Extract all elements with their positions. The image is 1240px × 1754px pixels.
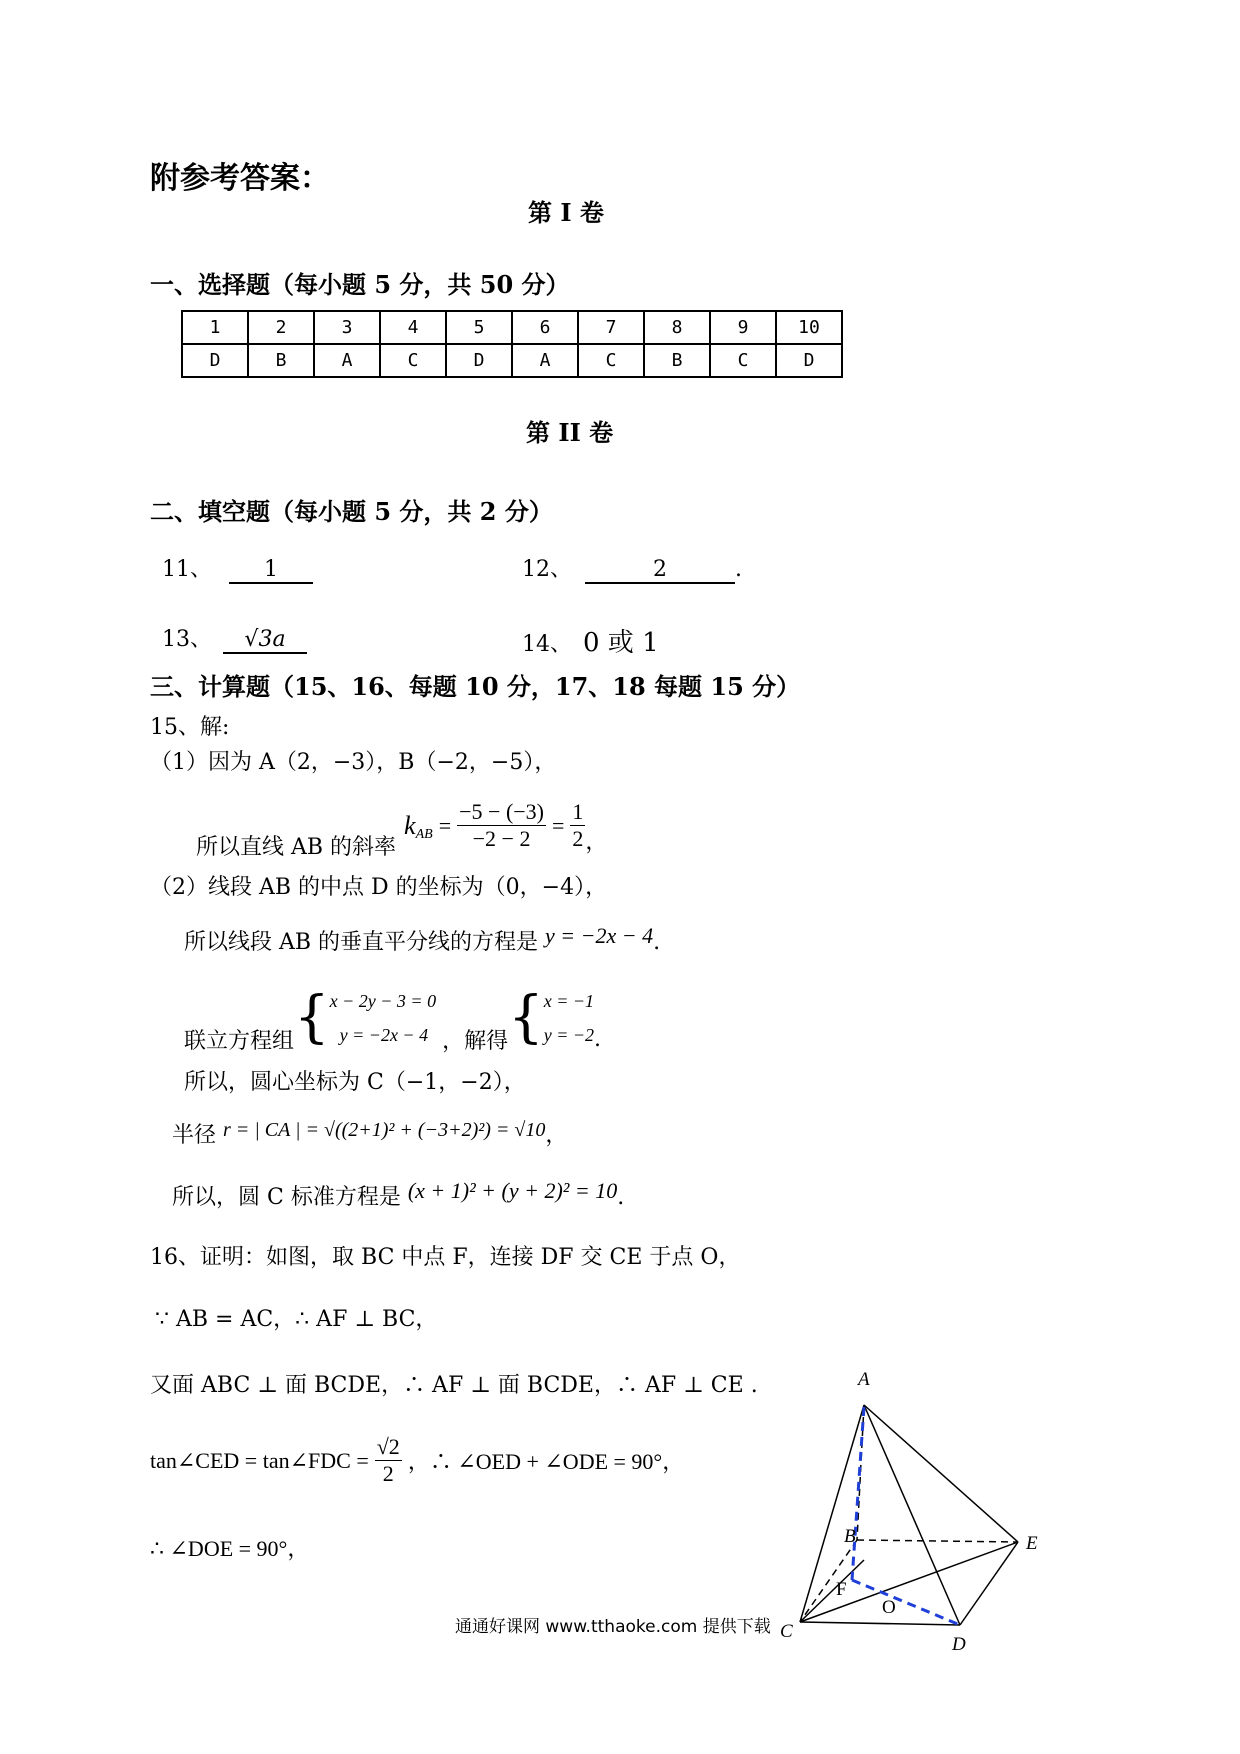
vertex-label-D: D <box>952 1634 966 1655</box>
fill-q12 <box>522 552 742 584</box>
p15-line7-text: 半径 <box>172 1123 217 1148</box>
left-brace-icon: { <box>294 984 330 1050</box>
p15-line2-text: 所以直线 AB 的斜率 <box>196 835 397 860</box>
line-end: . <box>653 930 661 955</box>
system-equation: y = −2x − 4 <box>339 1024 429 1045</box>
edge-CD <box>800 1622 960 1625</box>
end-mark: . <box>735 557 742 582</box>
fill-q11 <box>162 552 313 584</box>
system-equation: x = −1 <box>543 990 595 1011</box>
table-cell: D <box>182 344 248 377</box>
point-label-F: F <box>836 1579 847 1600</box>
table-cell: D <box>446 344 512 377</box>
table-cell: 3 <box>314 311 380 344</box>
question-label: 13、 <box>162 627 212 652</box>
table-cell: 9 <box>710 311 776 344</box>
table-cell: B <box>644 344 710 377</box>
fraction-denominator: 2 <box>572 826 584 851</box>
radius-equation: r = | CA | = √((2+1)² + (−3+2)²) = √10 <box>223 1119 546 1141</box>
table-row-numbers <box>182 311 842 344</box>
answer-blank: 2 <box>585 557 735 584</box>
fill-q13 <box>162 622 307 654</box>
p15-line3: （2）线段 AB 的中点 D 的坐标为（0，−4）， <box>150 875 608 900</box>
p15-line7 <box>172 1118 567 1149</box>
equals-sign: = <box>552 812 565 838</box>
equation-system-1 <box>330 984 436 1052</box>
table-cell: 7 <box>578 311 644 344</box>
vertex-label-A: A <box>858 1369 870 1390</box>
equation-system-2 <box>544 984 594 1052</box>
edge-AD <box>864 1405 960 1625</box>
fraction-numerator: −5 − (−3) <box>459 799 544 824</box>
table-cell: 4 <box>380 311 446 344</box>
p15-line4-text: 所以线段 AB 的垂直平分线的方程是 <box>184 930 539 955</box>
question-label: 11、 <box>162 557 212 582</box>
slope-subscript: AB <box>415 826 433 842</box>
fraction-denominator: 2 <box>382 1461 394 1486</box>
p15-line6: 所以，圆心坐标为 C（−1，−2）， <box>184 1070 526 1095</box>
edge-AE <box>864 1405 1018 1542</box>
table-cell: C <box>710 344 776 377</box>
fraction-denominator: −2 − 2 <box>472 826 531 851</box>
vertex-label-E: E <box>1026 1533 1038 1554</box>
line-end: ， <box>585 830 608 855</box>
table-cell: D <box>776 344 842 377</box>
volume-1-title: 第 I 卷 <box>528 198 604 227</box>
page-heading: 附参考答案： <box>150 161 330 196</box>
table-cell: B <box>248 344 314 377</box>
table-cell: 6 <box>512 311 578 344</box>
pyramid-figure <box>770 1355 1070 1655</box>
table-cell: 1 <box>182 311 248 344</box>
table-cell: 10 <box>776 311 842 344</box>
tan-fraction <box>375 1434 402 1487</box>
answer-blank: 1 <box>229 557 313 584</box>
edge-BC <box>800 1540 857 1622</box>
table-cell: C <box>380 344 446 377</box>
p15-line5-text: 联立方程组 <box>184 1029 295 1054</box>
answer-text: 0 或 1 <box>583 628 659 658</box>
p16-line1: 16、证明：如图，取 BC 中点 F，连接 DF 交 CE 于点 O， <box>150 1245 741 1270</box>
table-cell: 2 <box>248 311 314 344</box>
p15-line8 <box>172 1180 624 1211</box>
line-end: ， <box>545 1123 568 1148</box>
question-label: 12、 <box>522 557 572 582</box>
answer-table <box>181 310 843 378</box>
table-cell: A <box>512 344 578 377</box>
slope-result-fraction <box>570 799 585 852</box>
line-end: . <box>617 1185 625 1210</box>
question-label: 14、 <box>522 632 572 657</box>
equals-sign: = <box>438 812 452 838</box>
p15-line1: （1）因为 A（2，−3），B（−2，−5）， <box>150 750 557 775</box>
system-equation: x − 2y − 3 = 0 <box>329 990 437 1011</box>
answer-blank: √3a <box>223 627 307 654</box>
angle-sum-equation: ，∴ ∠OED + ∠ODE = 90°， <box>407 1449 685 1474</box>
system-equation: y = −2 <box>543 1024 595 1045</box>
line-end: . <box>594 1027 602 1052</box>
edge-BE <box>857 1540 1018 1542</box>
bisector-equation: y = −2x − 4 <box>545 923 654 948</box>
p16-line4 <box>150 1434 684 1487</box>
slope-fraction <box>457 799 546 852</box>
fill-q14 <box>522 622 659 659</box>
p16-line5: ∴ ∠DOE = 90°， <box>150 1536 310 1561</box>
table-cell: 8 <box>644 311 710 344</box>
edge-CE <box>800 1542 1018 1622</box>
tan-equation: tan∠CED = tan∠FDC = <box>150 1447 369 1473</box>
vertex-label-C: C <box>780 1621 793 1642</box>
left-brace-icon: { <box>508 984 544 1050</box>
point-label-O: O <box>882 1597 896 1618</box>
edge-DE <box>960 1542 1018 1625</box>
table-row-answers <box>182 344 842 377</box>
table-cell: A <box>314 344 380 377</box>
p16-line2: ∵ AB = AC，∴ AF ⊥ BC， <box>155 1307 438 1332</box>
section-1-title: 一、选择题（每小题 5 分，共 50 分） <box>150 270 570 299</box>
p15-line5-mid: ，解得 <box>442 1029 509 1054</box>
p16-line3: 又面 ABC ⊥ 面 BCDE，∴ AF ⊥ 面 BCDE，∴ AF ⊥ CE . <box>150 1373 758 1398</box>
p15-title: 15、解: <box>150 715 230 740</box>
p15-line2 <box>196 790 607 861</box>
edge-AC <box>800 1405 864 1622</box>
fraction-numerator: √2 <box>376 1434 400 1459</box>
section-3-title: 三、计算题（15、16、每题 10 分，17、18 每题 15 分） <box>150 672 801 701</box>
fraction-numerator: 1 <box>572 799 584 824</box>
footer-watermark: 通通好课网 www.tthaoke.com 提供下载 <box>455 1617 771 1637</box>
circle-equation: (x + 1)² + (y + 2)² = 10 <box>407 1178 618 1203</box>
section-2-title: 二、填空题（每小题 5 分，共 2 分） <box>150 497 553 526</box>
table-cell: 5 <box>446 311 512 344</box>
p15-line4 <box>184 925 660 956</box>
slope-symbol: k <box>404 810 416 840</box>
p15-line8-text: 所以，圆 C 标准方程是 <box>172 1185 401 1210</box>
table-cell: C <box>578 344 644 377</box>
vertex-label-B: B <box>844 1526 856 1547</box>
volume-2-title: 第 II 卷 <box>526 418 614 447</box>
p15-line5 <box>184 980 601 1055</box>
